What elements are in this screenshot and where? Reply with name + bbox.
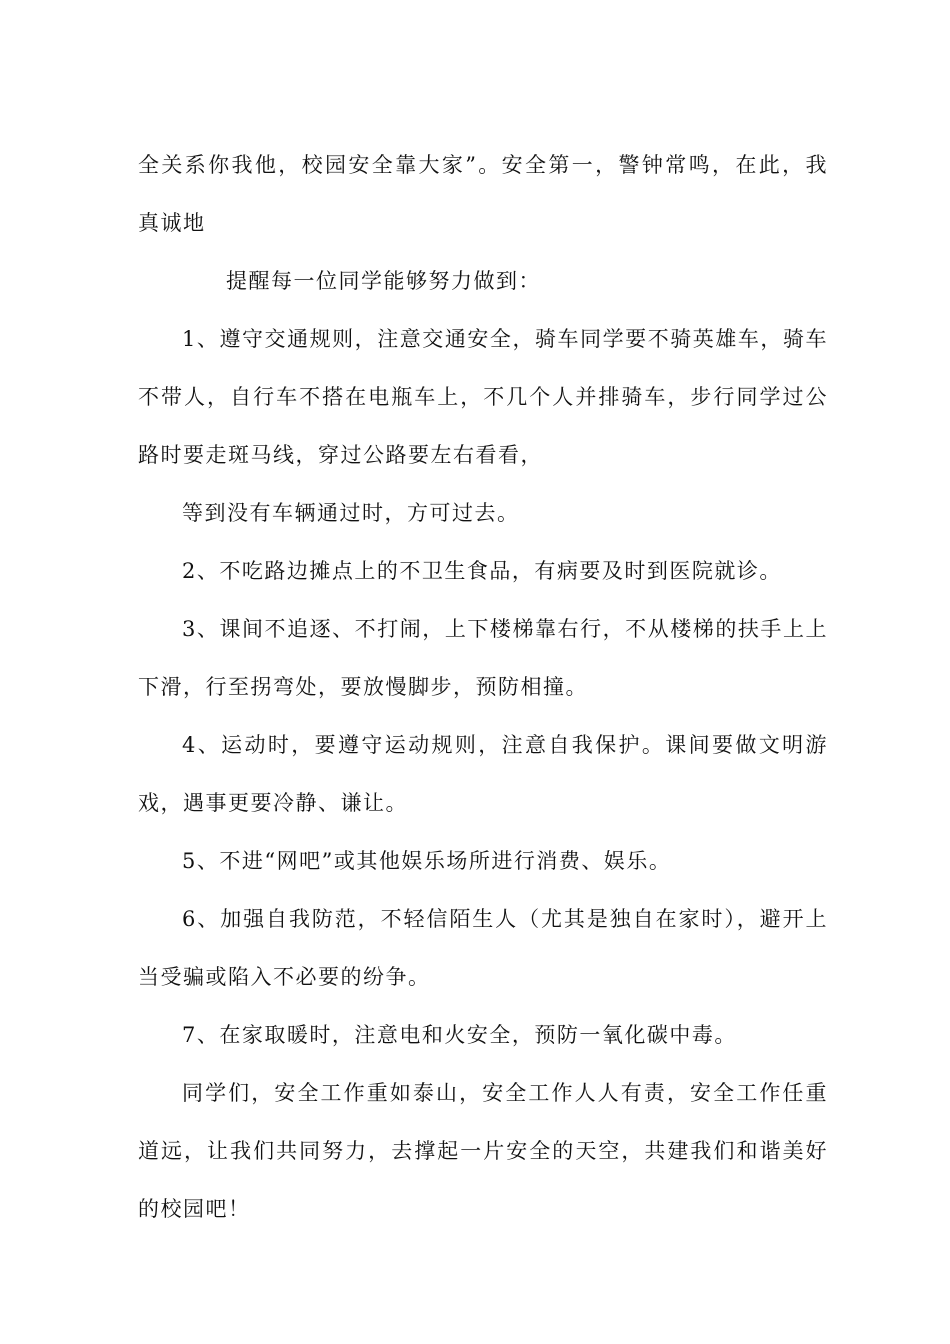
text-line: 3、课间不追逐、不打闹，上下楼梯靠右行，不从楼梯的扶手上上 bbox=[182, 617, 828, 641]
text-line: 1、遵守交通规则，注意交通安全，骑车同学要不骑英雄车，骑车 bbox=[182, 327, 828, 351]
text-line: 当受骗或陷入不必要的纷争。 bbox=[138, 965, 431, 989]
text-line: 6、加强自我防范，不轻信陌生人（尤其是独自在家时），避开上 bbox=[182, 907, 828, 931]
text-line: 戏，遇事更要冷静、谦让。 bbox=[138, 791, 408, 815]
paragraph-item-1-cont bbox=[138, 484, 828, 542]
paragraph-intro bbox=[138, 252, 828, 310]
text-line: 同学们，安全工作重如泰山，安全工作人人有责，安全工作任重 bbox=[182, 1081, 828, 1105]
paragraph-item-2 bbox=[138, 542, 828, 600]
paragraph-item-1 bbox=[138, 310, 828, 484]
text-line: 路时要走斑马线，穿过公路要左右看看， bbox=[138, 443, 543, 467]
text-line: 真诚地 bbox=[138, 211, 206, 235]
paragraph-item-7 bbox=[138, 1006, 828, 1064]
text-line: 提醒每一位同学能够努力做到： bbox=[226, 269, 541, 293]
document-body bbox=[138, 136, 828, 1238]
text-line: 的校园吧！ bbox=[138, 1197, 251, 1221]
text-line: 4、运动时，要遵守运动规则，注意自我保护。课间要做文明游 bbox=[182, 733, 828, 757]
paragraph-item-6 bbox=[138, 890, 828, 1006]
paragraph-closing bbox=[138, 1064, 828, 1238]
text-line: 5、不进“网吧”或其他娱乐场所进行消费、娱乐。 bbox=[182, 849, 672, 873]
text-line: 道远，让我们共同努力，去撑起一片安全的天空，共建我们和谐美好 bbox=[138, 1139, 828, 1163]
paragraph-item-3 bbox=[138, 600, 828, 716]
text-line: 全关系你我他，校园安全靠大家”。安全第一，警钟常鸣，在此，我 bbox=[138, 153, 828, 177]
text-line: 等到没有车辆通过时，方可过去。 bbox=[182, 501, 520, 525]
text-line: 不带人，自行车不搭在电瓶车上，不几个人并排骑车，步行同学过公 bbox=[138, 385, 828, 409]
paragraph-continuation bbox=[138, 136, 828, 252]
paragraph-item-5 bbox=[138, 832, 828, 890]
text-line: 下滑，行至拐弯处，要放慢脚步，预防相撞。 bbox=[138, 675, 588, 699]
text-line: 2、不吃路边摊点上的不卫生食品，有病要及时到医院就诊。 bbox=[182, 559, 782, 583]
text-line: 7、在家取暖时，注意电和火安全，预防一氧化碳中毒。 bbox=[182, 1023, 737, 1047]
paragraph-item-4 bbox=[138, 716, 828, 832]
